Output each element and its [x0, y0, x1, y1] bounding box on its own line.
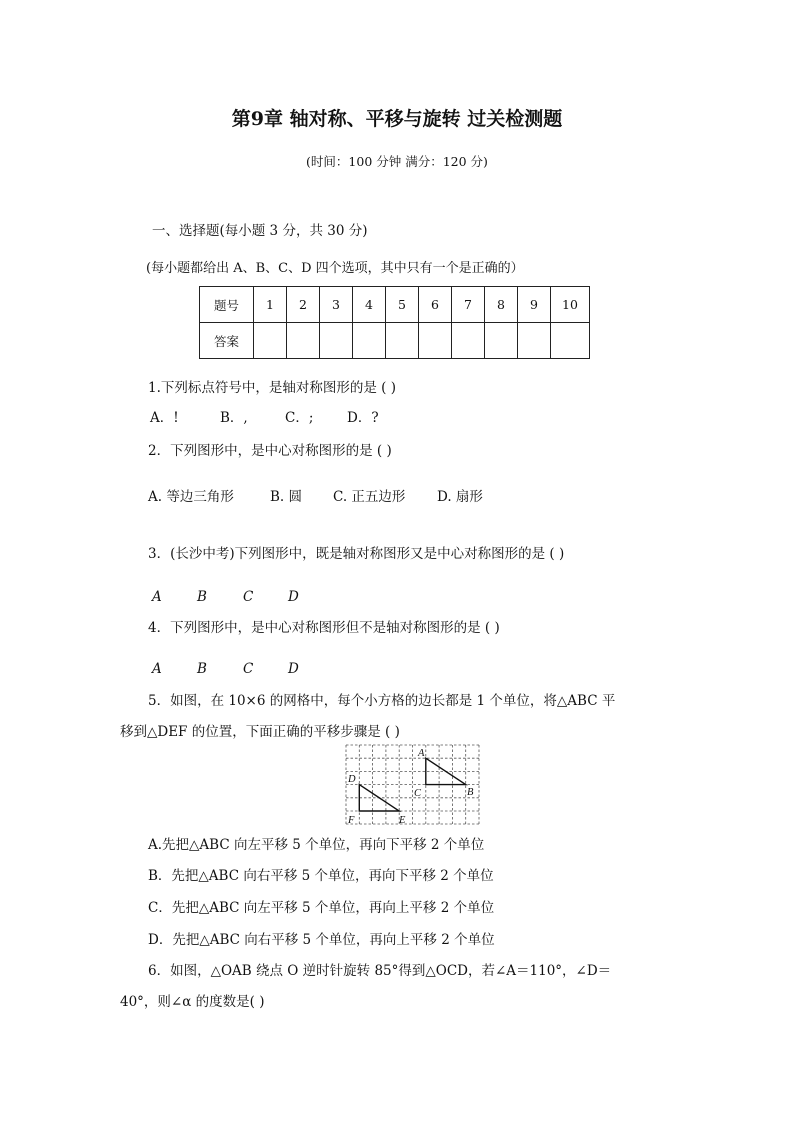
question-2-stem: 2．下列图形中，是中心对称图形的是 ( )	[148, 443, 392, 459]
question-number-cell: 9	[518, 287, 551, 323]
question-number-cell: 5	[386, 287, 419, 323]
question-4-stem: 4．下列图形中，是中心对称图形但不是轴对称图形的是 ( )	[148, 620, 500, 636]
answer-cell[interactable]	[353, 323, 386, 359]
question-4-option-b: B	[197, 661, 207, 677]
question-number-cell: 1	[254, 287, 287, 323]
table-row-answers	[200, 323, 590, 359]
question-1-option-b: B．,	[220, 410, 248, 426]
answer-cell[interactable]	[287, 323, 320, 359]
question-5-option-c: C．先把△ABC 向左平移 5 个单位，再向上平移 2 个单位	[148, 900, 495, 916]
question-number-cell: 6	[419, 287, 452, 323]
section-heading: 一、选择题(每小题 3 分，共 30 分)	[152, 223, 368, 239]
question-4-option-c: C	[243, 661, 254, 677]
question-number-cell: 3	[320, 287, 353, 323]
question-number-cell: 8	[485, 287, 518, 323]
grid-translation-figure	[345, 744, 481, 826]
question-3-option-d: D	[288, 589, 299, 605]
label-d: D	[348, 774, 356, 785]
question-number-cell: 7	[452, 287, 485, 323]
label-c: C	[414, 788, 422, 799]
question-3-option-a: A	[152, 589, 162, 605]
question-6-stem-line2: 40°，则∠α 的度数是( )	[120, 994, 265, 1010]
question-number-cell: 4	[353, 287, 386, 323]
question-1-stem: 1.下列标点符号中，是轴对称图形的是 ( )	[148, 380, 396, 396]
answer-cell[interactable]	[452, 323, 485, 359]
question-5-option-b: B．先把△ABC 向右平移 5 个单位，再向下平移 2 个单位	[148, 868, 494, 884]
question-1-option-c: C．;	[285, 410, 314, 426]
label-a: A	[418, 748, 425, 759]
question-number-cell: 10	[551, 287, 590, 323]
question-5-option-d: D．先把△ABC 向右平移 5 个单位，再向上平移 2 个单位	[148, 932, 495, 948]
label-f: F	[348, 815, 355, 826]
question-2-option-d: D. 扇形	[437, 489, 483, 505]
question-4-option-d: D	[288, 661, 299, 677]
question-3-option-b: B	[197, 589, 207, 605]
exam-info: (时间：100 分钟 满分：120 分)	[306, 154, 488, 169]
table-header-cell: 题号	[200, 287, 254, 323]
answer-cell[interactable]	[518, 323, 551, 359]
section-note: (每小题都给出 A、B、C、D 四个选项，其中只有一个是正确的）	[146, 261, 524, 276]
answer-cell[interactable]	[419, 323, 452, 359]
label-b: B	[467, 787, 474, 798]
question-5-option-a: A.先把△ABC 向左平移 5 个单位，再向下平移 2 个单位	[148, 837, 485, 853]
page-title: 第9章 轴对称、平移与旋转 过关检测题	[231, 108, 563, 130]
answer-cell[interactable]	[485, 323, 518, 359]
table-header-cell: 答案	[200, 323, 254, 359]
answer-cell[interactable]	[254, 323, 287, 359]
question-4-option-a: A	[152, 661, 162, 677]
label-e: E	[399, 815, 406, 826]
question-3-option-c: C	[243, 589, 254, 605]
answer-cell[interactable]	[551, 323, 590, 359]
question-2-option-a: A. 等边三角形	[148, 489, 234, 505]
question-2-option-b: B. 圆	[270, 489, 303, 505]
question-1-option-d: D．?	[347, 410, 379, 426]
question-number-cell: 2	[287, 287, 320, 323]
answer-cell[interactable]	[320, 323, 353, 359]
answer-cell[interactable]	[386, 323, 419, 359]
question-1-option-a: A．!	[150, 410, 179, 426]
table-row-numbers	[200, 287, 590, 323]
question-5-stem-line1: 5．如图，在 10×6 的网格中，每个小方格的边长都是 1 个单位，将△ABC 平	[148, 693, 616, 709]
question-3-stem: 3．(长沙中考)下列图形中，既是轴对称图形又是中心对称图形的是 ( )	[148, 546, 565, 562]
answer-table	[199, 286, 590, 359]
question-2-option-c: C. 正五边形	[333, 489, 406, 505]
question-6-stem-line1: 6．如图，△OAB 绕点 O 逆时针旋转 85°得到△OCD，若∠A＝110°，∠D＝	[148, 963, 612, 979]
question-5-stem-line2: 移到△DEF 的位置，下面正确的平移步骤是 ( )	[120, 724, 400, 740]
